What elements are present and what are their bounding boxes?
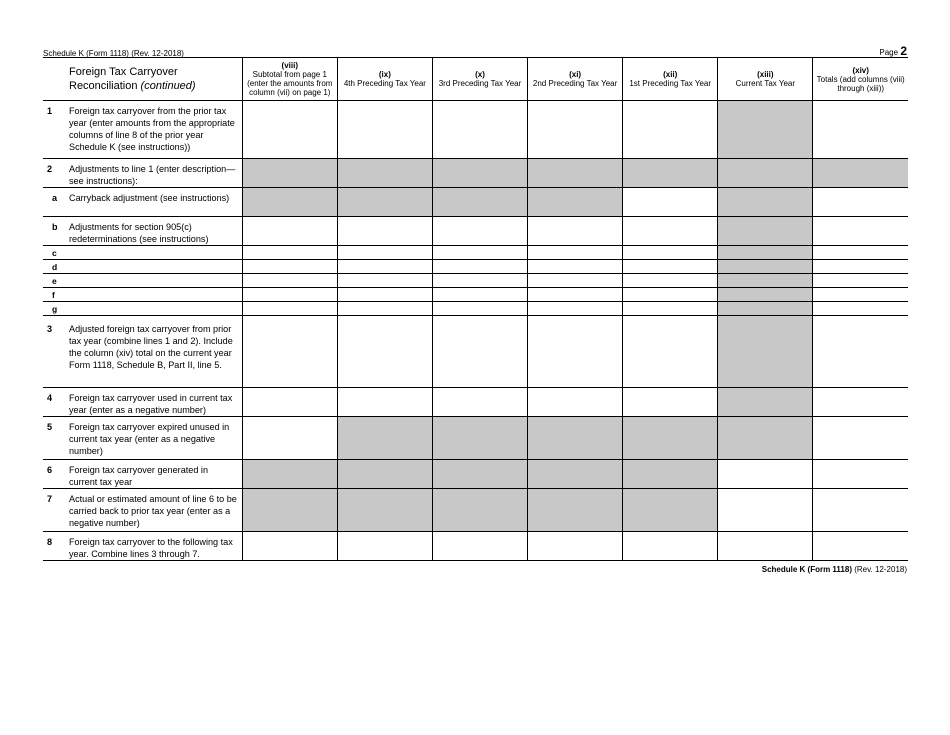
shaded-cell [242, 489, 337, 532]
entry-cell[interactable] [623, 188, 718, 217]
entry-cell[interactable] [623, 388, 718, 417]
line-number: g [52, 304, 58, 314]
entry-cell[interactable] [337, 532, 432, 561]
table-row [43, 388, 908, 417]
entry-cell[interactable] [242, 246, 337, 260]
col-header-x: (x) 3rd Preceding Tax Year [432, 58, 527, 101]
entry-cell[interactable] [242, 274, 337, 288]
shaded-cell [718, 316, 813, 388]
shaded-cell [718, 288, 813, 302]
table-row [43, 246, 908, 260]
shaded-cell [718, 159, 813, 188]
table-row [43, 316, 908, 388]
entry-cell[interactable] [718, 532, 813, 561]
table-row [43, 260, 908, 274]
entry-cell[interactable] [528, 274, 623, 288]
entry-cell[interactable] [623, 260, 718, 274]
entry-cell[interactable] [813, 417, 908, 460]
entry-cell[interactable] [623, 532, 718, 561]
table-row [43, 417, 908, 460]
entry-cell[interactable] [242, 316, 337, 388]
entry-cell[interactable] [623, 101, 718, 159]
table-row [43, 288, 908, 302]
entry-cell[interactable] [337, 274, 432, 288]
shaded-cell [718, 217, 813, 246]
entry-cell[interactable] [432, 302, 527, 316]
entry-cell[interactable] [528, 288, 623, 302]
line-label[interactable] [69, 262, 242, 272]
line-label[interactable] [69, 304, 242, 314]
table-row [43, 101, 908, 159]
entry-cell[interactable] [813, 288, 908, 302]
shaded-cell [528, 460, 623, 489]
entry-cell[interactable] [813, 274, 908, 288]
entry-cell[interactable] [813, 302, 908, 316]
entry-cell[interactable] [242, 217, 337, 246]
line-number: 5 [47, 422, 53, 432]
form-id: Schedule K (Form 1118) (Rev. 12-2018) [43, 49, 184, 58]
shaded-cell [432, 188, 527, 217]
shaded-cell [337, 159, 432, 188]
shaded-cell [432, 417, 527, 460]
shaded-cell [242, 188, 337, 217]
line-label: Adjustments for section 905(c) redeterminations (see instructions) [69, 222, 209, 244]
shaded-cell [432, 159, 527, 188]
table-row [43, 302, 908, 316]
shaded-cell [623, 159, 718, 188]
entry-cell[interactable] [337, 302, 432, 316]
entry-cell[interactable] [623, 217, 718, 246]
shaded-cell [528, 159, 623, 188]
entry-cell[interactable] [337, 316, 432, 388]
table-row [43, 532, 908, 561]
table-row [43, 489, 908, 532]
line-label[interactable] [69, 248, 242, 258]
shaded-cell [623, 417, 718, 460]
entry-cell[interactable] [242, 101, 337, 159]
entry-cell[interactable] [432, 532, 527, 561]
shaded-cell [813, 159, 908, 188]
line-number: 2 [47, 164, 53, 174]
line-label[interactable] [69, 276, 242, 286]
entry-cell[interactable] [623, 302, 718, 316]
table-row [43, 188, 908, 217]
line-label: Foreign tax carryover expired unused in current tax year (enter as a negative number) [69, 422, 230, 456]
shaded-cell [718, 246, 813, 260]
entry-cell[interactable] [242, 417, 337, 460]
line-number: 4 [47, 393, 53, 403]
entry-cell[interactable] [813, 217, 908, 246]
entry-cell[interactable] [337, 260, 432, 274]
line-number: d [52, 262, 58, 272]
shaded-cell [432, 460, 527, 489]
entry-cell[interactable] [718, 489, 813, 532]
entry-cell[interactable] [242, 288, 337, 302]
table-row [43, 159, 908, 188]
entry-cell[interactable] [623, 274, 718, 288]
entry-cell[interactable] [432, 101, 527, 159]
entry-cell[interactable] [813, 532, 908, 561]
entry-cell[interactable] [813, 260, 908, 274]
col-header-xiv: (xiv) Totals (add columns (viii) through (xiii)) [813, 58, 908, 101]
entry-cell[interactable] [813, 101, 908, 159]
shaded-cell [528, 188, 623, 217]
entry-cell[interactable] [337, 217, 432, 246]
line-label: Foreign tax carryover generated in current tax year [69, 465, 209, 487]
entry-cell[interactable] [528, 101, 623, 159]
entry-cell[interactable] [432, 316, 527, 388]
entry-cell[interactable] [337, 288, 432, 302]
entry-cell[interactable] [813, 388, 908, 417]
entry-cell[interactable] [528, 388, 623, 417]
line-label: Foreign tax carryover to the following tax year. Combine lines 3 through 7. [69, 537, 233, 559]
col-header-viii: (viii) Subtotal from page 1 (enter the amounts from column (vii) on page 1) [242, 58, 337, 101]
entry-cell[interactable] [432, 274, 527, 288]
table-row [43, 274, 908, 288]
shaded-cell [718, 417, 813, 460]
line-label: Carryback adjustment (see instructions) [69, 193, 230, 203]
entry-cell[interactable] [528, 246, 623, 260]
col-header-ix: (ix) 4th Preceding Tax Year [337, 58, 432, 101]
line-number: 1 [47, 106, 53, 116]
entry-cell[interactable] [528, 302, 623, 316]
line-label: Actual or estimated amount of line 6 to be carried back to prior tax year (enter as a negative number) [69, 494, 237, 528]
shaded-cell [623, 489, 718, 532]
entry-cell[interactable] [718, 460, 813, 489]
line-label[interactable] [69, 290, 242, 300]
entry-cell[interactable] [337, 246, 432, 260]
entry-cell[interactable] [242, 302, 337, 316]
entry-cell[interactable] [528, 532, 623, 561]
col-header-xiii: (xiii) Current Tax Year [718, 58, 813, 101]
entry-cell[interactable] [813, 489, 908, 532]
entry-cell[interactable] [813, 188, 908, 217]
table-title: Foreign Tax Carryover Reconciliation (continued) [43, 58, 242, 101]
entry-cell[interactable] [813, 316, 908, 388]
shaded-cell [718, 101, 813, 159]
line-number: c [52, 248, 57, 258]
line-number: a [52, 193, 58, 203]
shaded-cell [432, 489, 527, 532]
line-number: f [52, 290, 55, 300]
col-header-xii: (xii) 1st Preceding Tax Year [623, 58, 718, 101]
shaded-cell [528, 489, 623, 532]
entry-cell[interactable] [528, 316, 623, 388]
shaded-cell [718, 274, 813, 288]
line-number: 8 [47, 537, 53, 547]
shaded-cell [337, 417, 432, 460]
shaded-cell [242, 159, 337, 188]
line-number: 3 [47, 324, 53, 334]
entry-cell[interactable] [813, 460, 908, 489]
entry-cell[interactable] [337, 101, 432, 159]
entry-cell[interactable] [432, 217, 527, 246]
entry-cell[interactable] [432, 388, 527, 417]
line-label: Foreign tax carryover used in current tax year (enter as a negative number) [69, 393, 233, 415]
entry-cell[interactable] [813, 246, 908, 260]
entry-cell[interactable] [432, 260, 527, 274]
table-row [43, 460, 908, 489]
entry-cell[interactable] [623, 246, 718, 260]
entry-cell[interactable] [432, 288, 527, 302]
carryover-table [43, 57, 908, 561]
shaded-cell [242, 460, 337, 489]
shaded-cell [718, 188, 813, 217]
line-number: e [52, 276, 57, 286]
entry-cell[interactable] [623, 316, 718, 388]
entry-cell[interactable] [432, 246, 527, 260]
line-label: Foreign tax carryover from the prior tax year (enter amounts from the appropriate columns of line 8 of the prior year Schedule K (see instructions)) [69, 106, 235, 152]
form-footer: Schedule K (Form 1118) (Rev. 12-2018) [761, 565, 907, 574]
line-number: b [52, 222, 58, 232]
shaded-cell [718, 388, 813, 417]
line-number: 7 [47, 494, 53, 504]
shaded-cell [528, 417, 623, 460]
form-header [43, 44, 907, 58]
line-number: 6 [47, 465, 53, 475]
entry-cell[interactable] [242, 532, 337, 561]
shaded-cell [718, 302, 813, 316]
shaded-cell [337, 489, 432, 532]
entry-cell[interactable] [242, 388, 337, 417]
line-label: Adjusted foreign tax carryover from prior tax year (combine lines 1 and 2). Include the column (xiv) total on the current year Form 1118, Schedule B, Part II, line 5. [69, 324, 233, 370]
page-number: Page 2 [879, 44, 907, 58]
shaded-cell [337, 460, 432, 489]
shaded-cell [623, 460, 718, 489]
shaded-cell [718, 260, 813, 274]
entry-cell[interactable] [337, 388, 432, 417]
line-label: Adjustments to line 1 (enter description—see instructions): [69, 164, 236, 186]
entry-cell[interactable] [623, 288, 718, 302]
table-row [43, 217, 908, 246]
shaded-cell [337, 188, 432, 217]
entry-cell[interactable] [242, 260, 337, 274]
col-header-xi: (xi) 2nd Preceding Tax Year [528, 58, 623, 101]
entry-cell[interactable] [528, 217, 623, 246]
entry-cell[interactable] [528, 260, 623, 274]
